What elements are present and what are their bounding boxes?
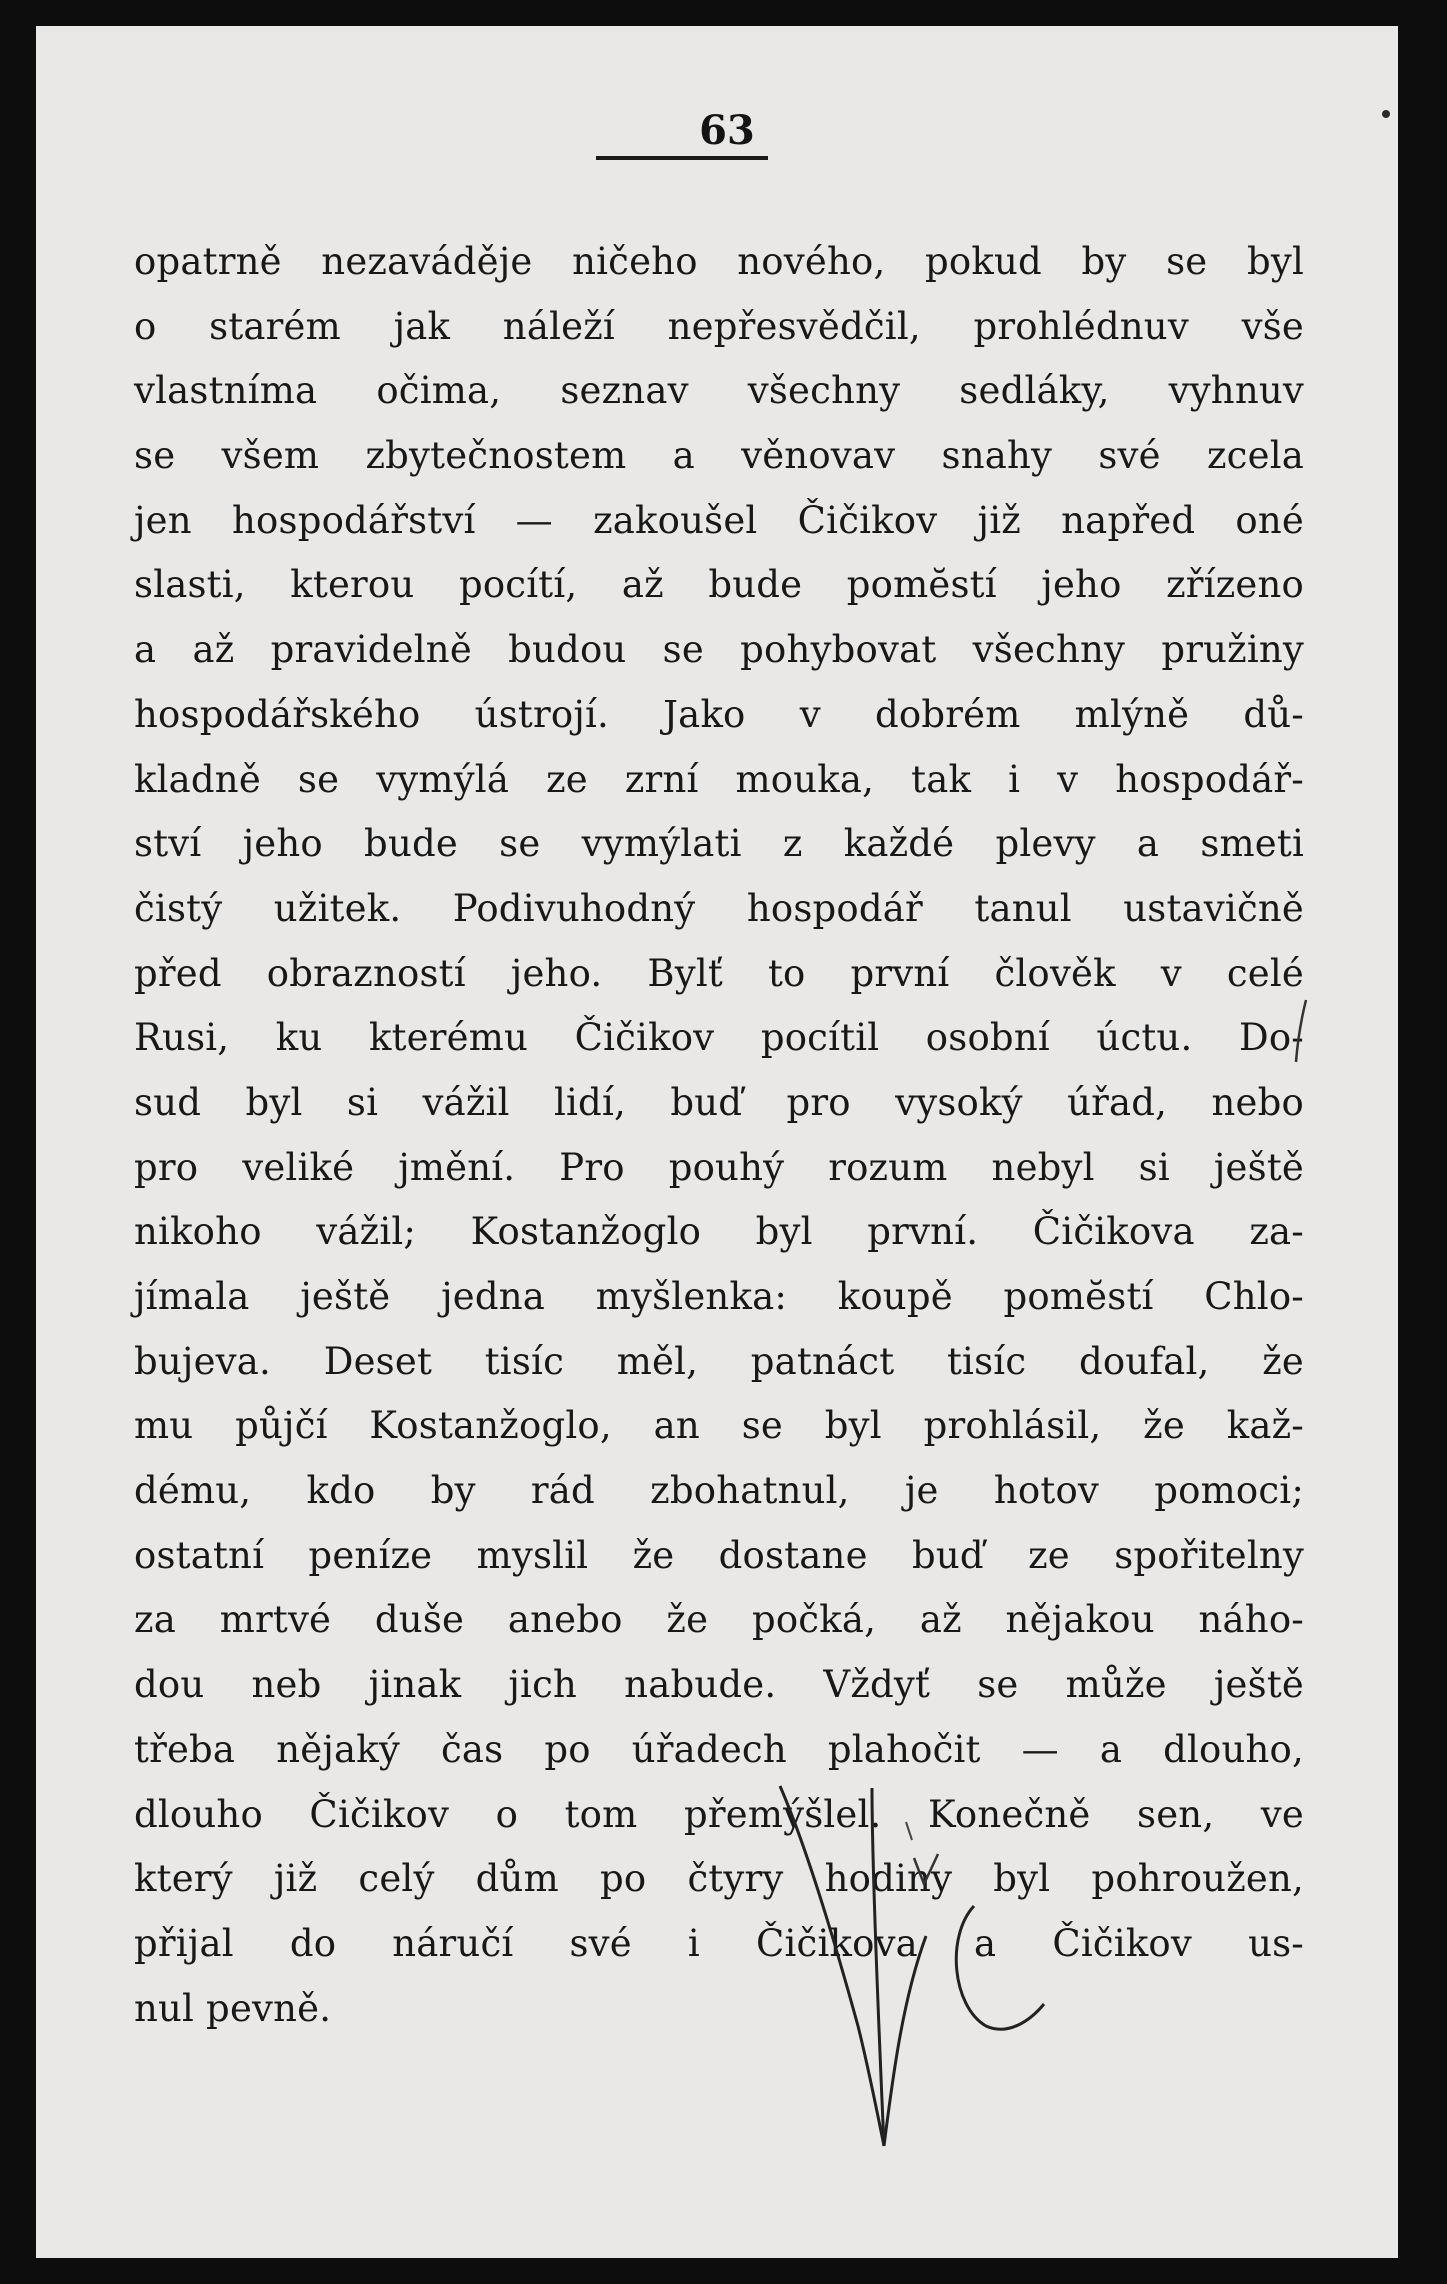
text-line: který již celý dům po čtyry hodiny byl pohroužen, [134, 1857, 1304, 1901]
text-line: Rusi, ku kterému Čičikov pocítil osobní úctu. Do- [134, 1016, 1304, 1060]
text-line: se všem zbytečnostem a věnovav snahy své zcela [134, 434, 1304, 478]
page-number: 63 [699, 107, 755, 154]
text-line: kladně se vymýlá ze zrní mouka, tak i v hospodář- [134, 757, 1304, 801]
text-line: o starém jak náleží nepřesvědčil, prohlédnuv vše [134, 304, 1304, 348]
text-line: mu půjčí Kostanžoglo, an se byl prohlásil, že kaž- [134, 1404, 1304, 1448]
text-line: dlouho Čičikov o tom přemýšlel. Konečně sen, ve [134, 1792, 1304, 1836]
speck [1382, 110, 1390, 118]
text-line: hospodářského ústrojí. Jako v dobrém mlýně dů- [134, 692, 1304, 736]
text-line: čistý užitek. Podivuhodný hospodář tanul ustavičně [134, 886, 1304, 930]
text-line: dou neb jinak jich nabude. Vždyť se může ještě [134, 1663, 1304, 1707]
body-text [134, 230, 1304, 2041]
text-line: za mrtvé duše anebo že počká, až nějakou náho- [134, 1598, 1304, 1642]
page-number-rule [596, 156, 768, 160]
text-line: sud byl si vážil lidí, buď pro vysoký úřad, nebo [134, 1080, 1304, 1124]
text-line: jen hospodářství — zakoušel Čičikov již napřed oné [134, 498, 1304, 542]
handwritten-pencil-scrawl [776, 1766, 1056, 2206]
text-line: a až pravidelně budou se pohybovat všechny pružiny [134, 628, 1304, 672]
text-line: před obrazností jeho. Bylť to první člověk v celé [134, 951, 1304, 995]
text-line-final: nul pevně. [134, 1986, 332, 2030]
text-line: pro veliké jmění. Pro pouhý rozum nebyl si ještě [134, 1145, 1304, 1189]
text-line: nikoho vážil; Kostanžoglo byl první. Čičikova za- [134, 1210, 1304, 1254]
text-line: bujeva. Deset tisíc měl, patnáct tisíc doufal, že [134, 1339, 1304, 1383]
margin-pencil-mark [1292, 996, 1312, 1066]
text-line: jímala ještě jedna myšlenka: koupě pomĕstí Chlo- [134, 1275, 1304, 1318]
text-line: dému, kdo by rád zbohatnul, je hotov pomoci; [134, 1469, 1304, 1513]
text-line: slasti, kterou pocítí, až bude pomĕstí jeho zřízeno [134, 563, 1304, 607]
text-line: ostatní peníze myslil že dostane buď ze spořitelny [134, 1533, 1304, 1577]
text-line: přijal do náručí své i Čičikova a Čičikov us- [134, 1921, 1304, 1965]
text-line: vlastníma očima, seznav všechny sedláky, vyhnuv [134, 369, 1304, 413]
text-line: ství jeho bude se vymýlati z každé plevy a smeti [134, 822, 1304, 866]
text-line: třeba nějaký čas po úřadech plahočit — a dlouho, [134, 1727, 1304, 1771]
book-page [36, 26, 1398, 2258]
text-line: opatrně nezaváděje ničeho nového, pokud by se byl [134, 240, 1304, 283]
